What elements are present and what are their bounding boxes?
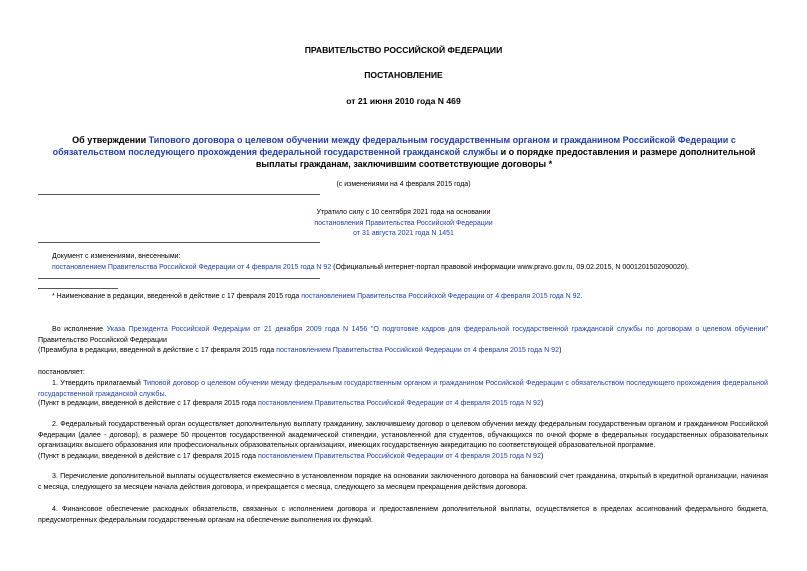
divider: [38, 278, 320, 279]
paragraph-1: [38, 378, 768, 399]
p1-text-2: .: [164, 389, 167, 398]
doc-date: от 21 июня 2010 года N 469: [346, 96, 461, 106]
divider: [38, 194, 320, 195]
title-link[interactable]: Типового договора о целевом обучении между федеральным государственным органом и гражданином Российской Федерации с обязательством последующего прохождения федеральной государственной гражданской службы: [52, 135, 736, 157]
p4-text: 4. Финансовое обеспечение расходных обязательств, связанных с исполнением договора и предоставлением дополнительной выплаты, осуществляется в пределах ассигнований федерального бюджета, предусмотренных федеральным государственным органам на обеспечение выполнения их функций.: [38, 505, 768, 524]
paragraph-2-note: [38, 451, 768, 462]
p2-text: 2. Федеральный государственный орган осуществляет дополнительную выплату гражданину, заключившему договор о целевом обучении между федеральным государственным органом и гражданином Российской Федерации (далее - договор), в размере 50 процентов государственной академической стипендии, установленной для студентов, обучающихся по очной форме в федеральных государственных образовательных организациях высшего образования или профессиональных образовательных организациях, имеющих государственную аккредитацию по соответствующей образовательной программе.: [38, 420, 768, 450]
expiry-text: Утратило силу с 10 сентября 2021 года на основании: [316, 209, 491, 216]
changes-source: [52, 264, 772, 271]
note-text: (Пункт в редакции, введенной в действие с 17 февраля 2015 года: [38, 399, 258, 407]
changes-link[interactable]: постановлением Правительства Российской Федерации от 4 февраля 2015 года N 92: [52, 264, 332, 271]
changes-label: Документ с изменениями, внесенными:: [52, 253, 181, 260]
note-link[interactable]: постановлением Правительства Российской Федерации от 4 февраля 2015 года N 92: [258, 399, 541, 407]
footnote-end: .: [580, 293, 583, 300]
paragraph-3: [38, 471, 768, 492]
preamble-text: Во исполнение: [52, 325, 107, 333]
page-title: [40, 134, 768, 170]
note-link[interactable]: постановлением Правительства Российской Федерации от 4 февраля 2015 года N 92: [258, 452, 541, 460]
decree-link[interactable]: Указа Президента Российской Федерации от 21 декабря 2009 года N 1456 "О подготовке кадров для федеральной государственной гражданской службы по договорам о целевом обучении": [106, 325, 768, 333]
footnote: [52, 293, 582, 300]
doc-type: ПОСТАНОВЛЕНИЕ: [364, 70, 443, 80]
changes-rest: (Официальный интернет-портал правовой информации www.pravo.gov.ru, 09.02.2015, N 0001201502090020).: [331, 264, 689, 271]
expiry-block: [0, 208, 807, 240]
preamble-note: [38, 345, 768, 356]
note-end: ): [559, 346, 562, 354]
p3-text: 3. Перечисление дополнительной выплаты осуществляется ежемесячно в установленном порядке на основании заключенного договора на банковский счет гражданина, открытый в кредитной организации, начиная с месяца, следующего за месяцем начала действия договора, и прекращается с месяца, следующего за месяцем прекращения действия договора.: [38, 472, 768, 491]
note-end: ): [540, 452, 544, 460]
paragraph-1-note: [38, 398, 768, 409]
decides-label: постановляет:: [38, 368, 85, 376]
paragraph-4: [38, 504, 768, 525]
divider: [38, 242, 320, 243]
expiry-link-2[interactable]: от 31 августа 2021 года N 1451: [353, 230, 454, 237]
model-contract-link[interactable]: Типовой договор о целевом обучении между федеральным государственным органом и гражданином Российской Федерации с обязательством последующего прохождения федеральной государственной гражданской службы: [38, 379, 769, 398]
title-prefix: Об утверждении: [72, 135, 149, 145]
note-link[interactable]: постановлением Правительства Российской Федерации от 4 февраля 2015 года N 92: [276, 346, 560, 354]
footnote-text: * Наименование в редакции, введенной в действие с 17 февраля 2015 года: [52, 293, 302, 300]
government-name: ПРАВИТЕЛЬСТВО РОССИЙСКОЙ ФЕДЕРАЦИИ: [304, 45, 503, 55]
note-text: (Пункт в редакции, введенной в действие с 17 февраля 2015 года: [38, 452, 258, 460]
note-text: (Преамбула в редакции, введенной в действие с 17 февраля 2015 года: [38, 346, 277, 354]
preamble: [38, 324, 768, 345]
title-suffix: и о порядке предоставления и размере дополнительной выплаты гражданам, заключившим соответствующие договоры *: [255, 147, 756, 169]
paragraph-2: [38, 419, 768, 451]
expiry-link-1[interactable]: постановления Правительства Российской Федерации: [314, 219, 493, 227]
p1-text: 1. Утвердить прилагаемый: [52, 379, 144, 387]
note-end: ): [540, 399, 544, 407]
preamble-text-2: Правительство Российской Федерации: [38, 335, 167, 344]
footnote-divider: [38, 288, 118, 289]
amendments-note: (с изменениями на 4 февраля 2015 года): [336, 181, 471, 188]
footnote-link[interactable]: постановлением Правительства Российской Федерации от 4 февраля 2015 года N 92: [301, 293, 581, 300]
